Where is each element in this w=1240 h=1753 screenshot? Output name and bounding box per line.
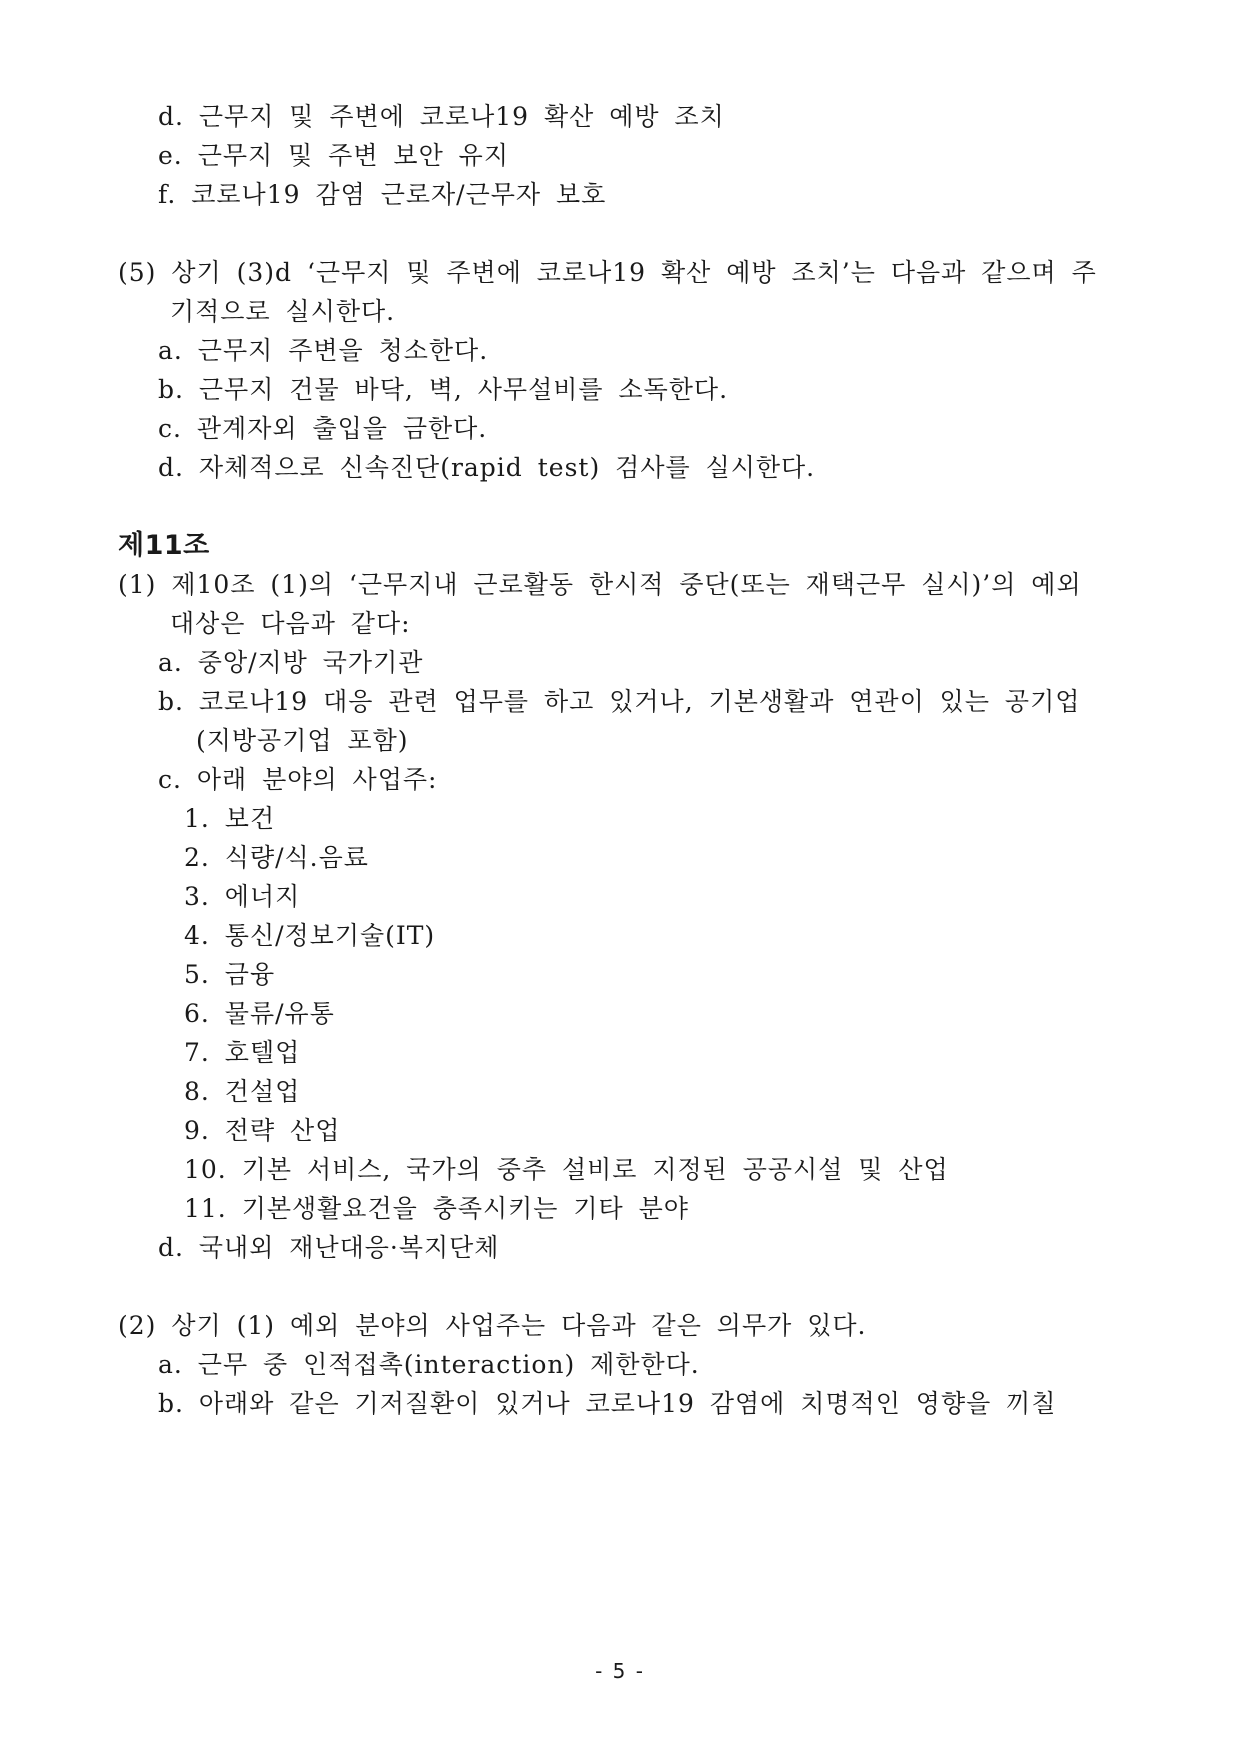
sector-item: 5. 금융 [184,960,276,989]
list-item: e. 근무지 및 주변 보안 유지 [158,141,509,170]
article-heading: 제11조 [118,530,210,561]
sector-item: 7. 호텔업 [184,1038,301,1067]
list-item: b. 아래와 같은 기저질환이 있거나 코로나19 감염에 치명적인 영향을 끼칠 [158,1389,1057,1418]
sector-item: 3. 에너지 [184,882,301,911]
sector-item: 8. 건설업 [184,1077,301,1106]
list-item: d. 자체적으로 신속진단(rapid test) 검사를 실시한다. [158,453,816,482]
sector-item: 4. 통신/정보기술(IT) [184,921,436,950]
clause-1-line-2: 대상은 다음과 같다: [170,609,411,638]
list-item: d. 국내외 재난대응·복지단체 [158,1233,500,1262]
list-item: c. 관계자외 출입을 금한다. [158,414,488,443]
sector-item: 11. 기본생활요건을 충족시키는 기타 분야 [184,1194,689,1223]
list-item: a. 근무 중 인적접촉(interaction) 제한한다. [158,1350,700,1379]
clause-5-line-2: 기적으로 실시한다. [170,297,396,326]
list-item-continuation: (지방공기업 포함) [196,726,409,755]
sector-item: 10. 기본 서비스, 국가의 중추 설비로 지정된 공공시설 및 산업 [184,1155,949,1184]
clause-1-line-1: (1) 제10조 (1)의 ‘근무지내 근로활동 한시적 중단(또는 재택근무 실시)’의 예외 [118,570,1082,599]
page-number: - 5 - [595,1659,645,1683]
list-item: d. 근무지 및 주변에 코로나19 확산 예방 조치 [158,102,725,131]
list-item: b. 근무지 건물 바닥, 벽, 사무설비를 소독한다. [158,375,729,404]
clause-2-line-1: (2) 상기 (1) 예외 분야의 사업주는 다음과 같은 의무가 있다. [118,1311,867,1340]
clause-5-line-1: (5) 상기 (3)d ‘근무지 및 주변에 코로나19 확산 예방 조치’는 다음과 같으며 주 [118,258,1097,287]
list-item: b. 코로나19 대응 관련 업무를 하고 있거나, 기본생활과 연관이 있는 공기업 [158,687,1081,716]
sector-item: 1. 보건 [184,804,276,833]
sector-item: 9. 전략 산업 [184,1116,341,1145]
list-item: a. 중앙/지방 국가기관 [158,648,424,677]
list-item: f. 코로나19 감염 근로자/근무자 보호 [158,180,607,209]
list-item: a. 근무지 주변을 청소한다. [158,336,489,365]
sector-item: 6. 물류/유통 [184,999,335,1028]
sector-item: 2. 식량/식.음료 [184,843,369,872]
list-item: c. 아래 분야의 사업주: [158,765,438,794]
